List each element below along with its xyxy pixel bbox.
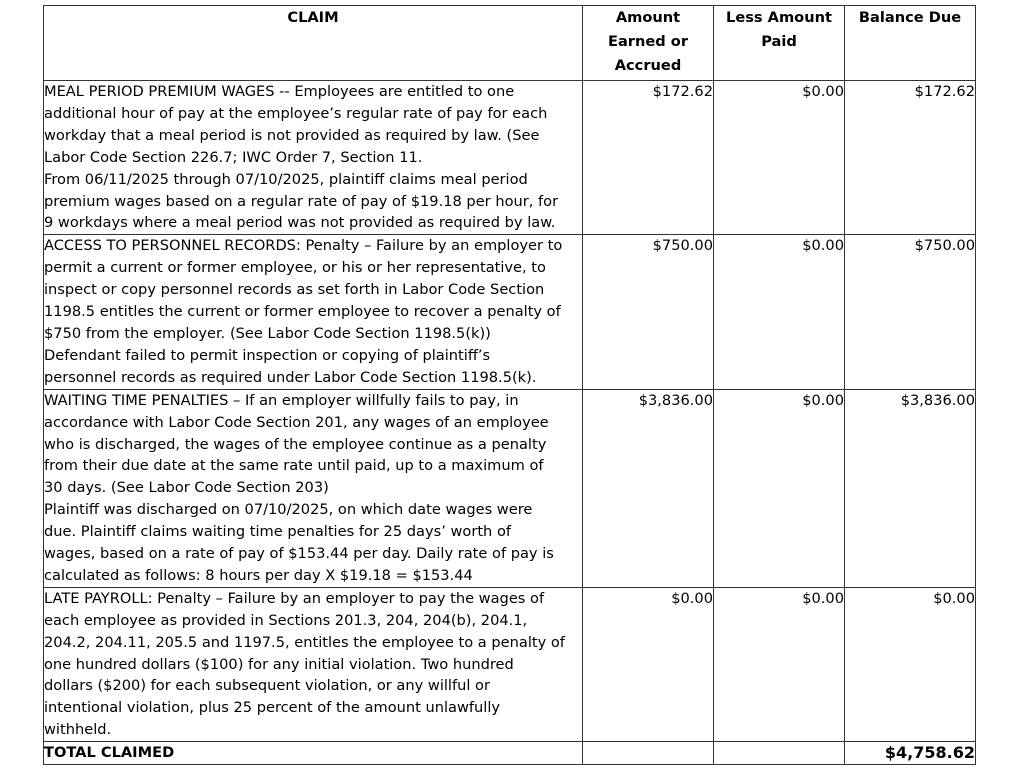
less-amount-paid-cell: $0.00 [714,81,845,235]
claim-description-line: due. Plaintiff claims waiting time penalties for 25 days’ worth of [44,523,512,541]
header-line: Less Amount [726,9,832,26]
claim-row [44,81,976,235]
claim-description [44,235,583,389]
claim-description-line: withheld. [44,721,112,739]
less-amount-paid-cell: $0.00 [714,235,845,389]
claim-description-line: one hundred dollars ($100) for any initial violation. Two hundred [44,655,514,673]
total-row [44,742,976,765]
claim-description-line: personnel records as required under Labor Code Section 1198.5(k). [44,368,537,386]
balance-due-cell: $750.00 [845,235,976,389]
total-balance-cell: $4,758.62 [845,742,976,765]
amount-earned-cell: $750.00 [583,235,714,389]
claim-description-line: $750 from the employer. (See Labor Code Section 1198.5(k)) [44,324,491,342]
claims-table [43,5,976,765]
amount-earned-column-header [583,6,714,81]
claim-description-line: intentional violation, plus 25 percent of the amount unlawfully [44,699,501,717]
claim-row [44,235,976,389]
claim-row [44,587,976,741]
total-earned-cell [583,742,714,765]
claim-description-line: LATE PAYROLL: Penalty – Failure by an employer to pay the wages of [44,589,545,607]
claim-description-line: premium wages based on a regular rate of pay of $19.18 per hour, for [44,192,559,210]
claim-description-line: Defendant failed to permit inspection or copying of plaintiff’s [44,346,491,364]
claim-row [44,389,976,587]
total-paid-cell [714,742,845,765]
claim-description-line: 204.2, 204.11, 205.5 and 1197.5, entitles the employee to a penalty of [44,633,565,651]
claim-description-line: who is discharged, the wages of the employee continue as a penalty [44,435,547,453]
header-line: Amount [615,9,681,26]
claim-description-line: permit a current or former employee, or his or her representative, to [44,259,546,277]
claim-description-line: 9 workdays where a meal period was not provided as required by law. [44,214,556,232]
claim-description [44,389,583,587]
balance-due-cell: $0.00 [845,587,976,741]
claim-column-header: CLAIM [44,6,583,81]
balance-due-column-header: Balance Due [845,6,976,81]
claim-description-line: 30 days. (See Labor Code Section 203) [44,479,329,497]
claim-description-line: accordance with Labor Code Section 201, any wages of an employee [44,413,549,431]
amount-earned-cell: $0.00 [583,587,714,741]
less-amount-paid-cell: $0.00 [714,389,845,587]
claim-description-line: ACCESS TO PERSONNEL RECORDS: Penalty – Failure by an employer to [44,237,563,255]
claim-description-line: Labor Code Section 226.7; IWC Order 7, Section 11. [44,148,423,166]
claim-description [44,81,583,235]
header-line: Accrued [614,57,682,74]
claim-description-line: each employee as provided in Sections 201.3, 204, 204(b), 204.1, [44,611,528,629]
header-line: Earned or [607,33,689,50]
amount-earned-cell: $172.62 [583,81,714,235]
less-amount-paid-cell: $0.00 [714,587,845,741]
less-amount-paid-column-header [714,6,845,81]
balance-due-cell: $3,836.00 [845,389,976,587]
claim-description-line: 1198.5 entitles the current or former employee to recover a penalty of [44,303,561,321]
claims-body [44,81,976,742]
total-label: TOTAL CLAIMED [44,742,583,765]
claim-description-line: wages, based on a rate of pay of $153.44 per day. Daily rate of pay is [44,545,554,563]
claim-description-line: from their due date at the same rate until paid, up to a maximum of [44,457,544,475]
claim-description-line: calculated as follows: 8 hours per day X $19.18 = $153.44 [44,566,473,584]
claim-description-line: additional hour of pay at the employee’s regular rate of pay for each [44,104,548,122]
claim-description [44,587,583,741]
amount-earned-cell: $3,836.00 [583,389,714,587]
claim-description-line: dollars ($200) for each subsequent violation, or any willful or [44,677,490,695]
header-line: Paid [761,33,797,50]
header-row [44,6,976,81]
claim-description-line: MEAL PERIOD PREMIUM WAGES -- Employees are entitled to one [44,83,515,100]
claim-description-line: workday that a meal period is not provided as required by law. (See [44,126,540,144]
claim-description-line: From 06/11/2025 through 07/10/2025, plaintiff claims meal period [44,170,528,188]
claim-description-line: inspect or copy personnel records as set forth in Labor Code Section [44,281,545,299]
claim-description-line: WAITING TIME PENALTIES – If an employer willfully fails to pay, in [44,391,519,409]
claim-description-line: Plaintiff was discharged on 07/10/2025, on which date wages were [44,501,533,519]
balance-due-cell: $172.62 [845,81,976,235]
